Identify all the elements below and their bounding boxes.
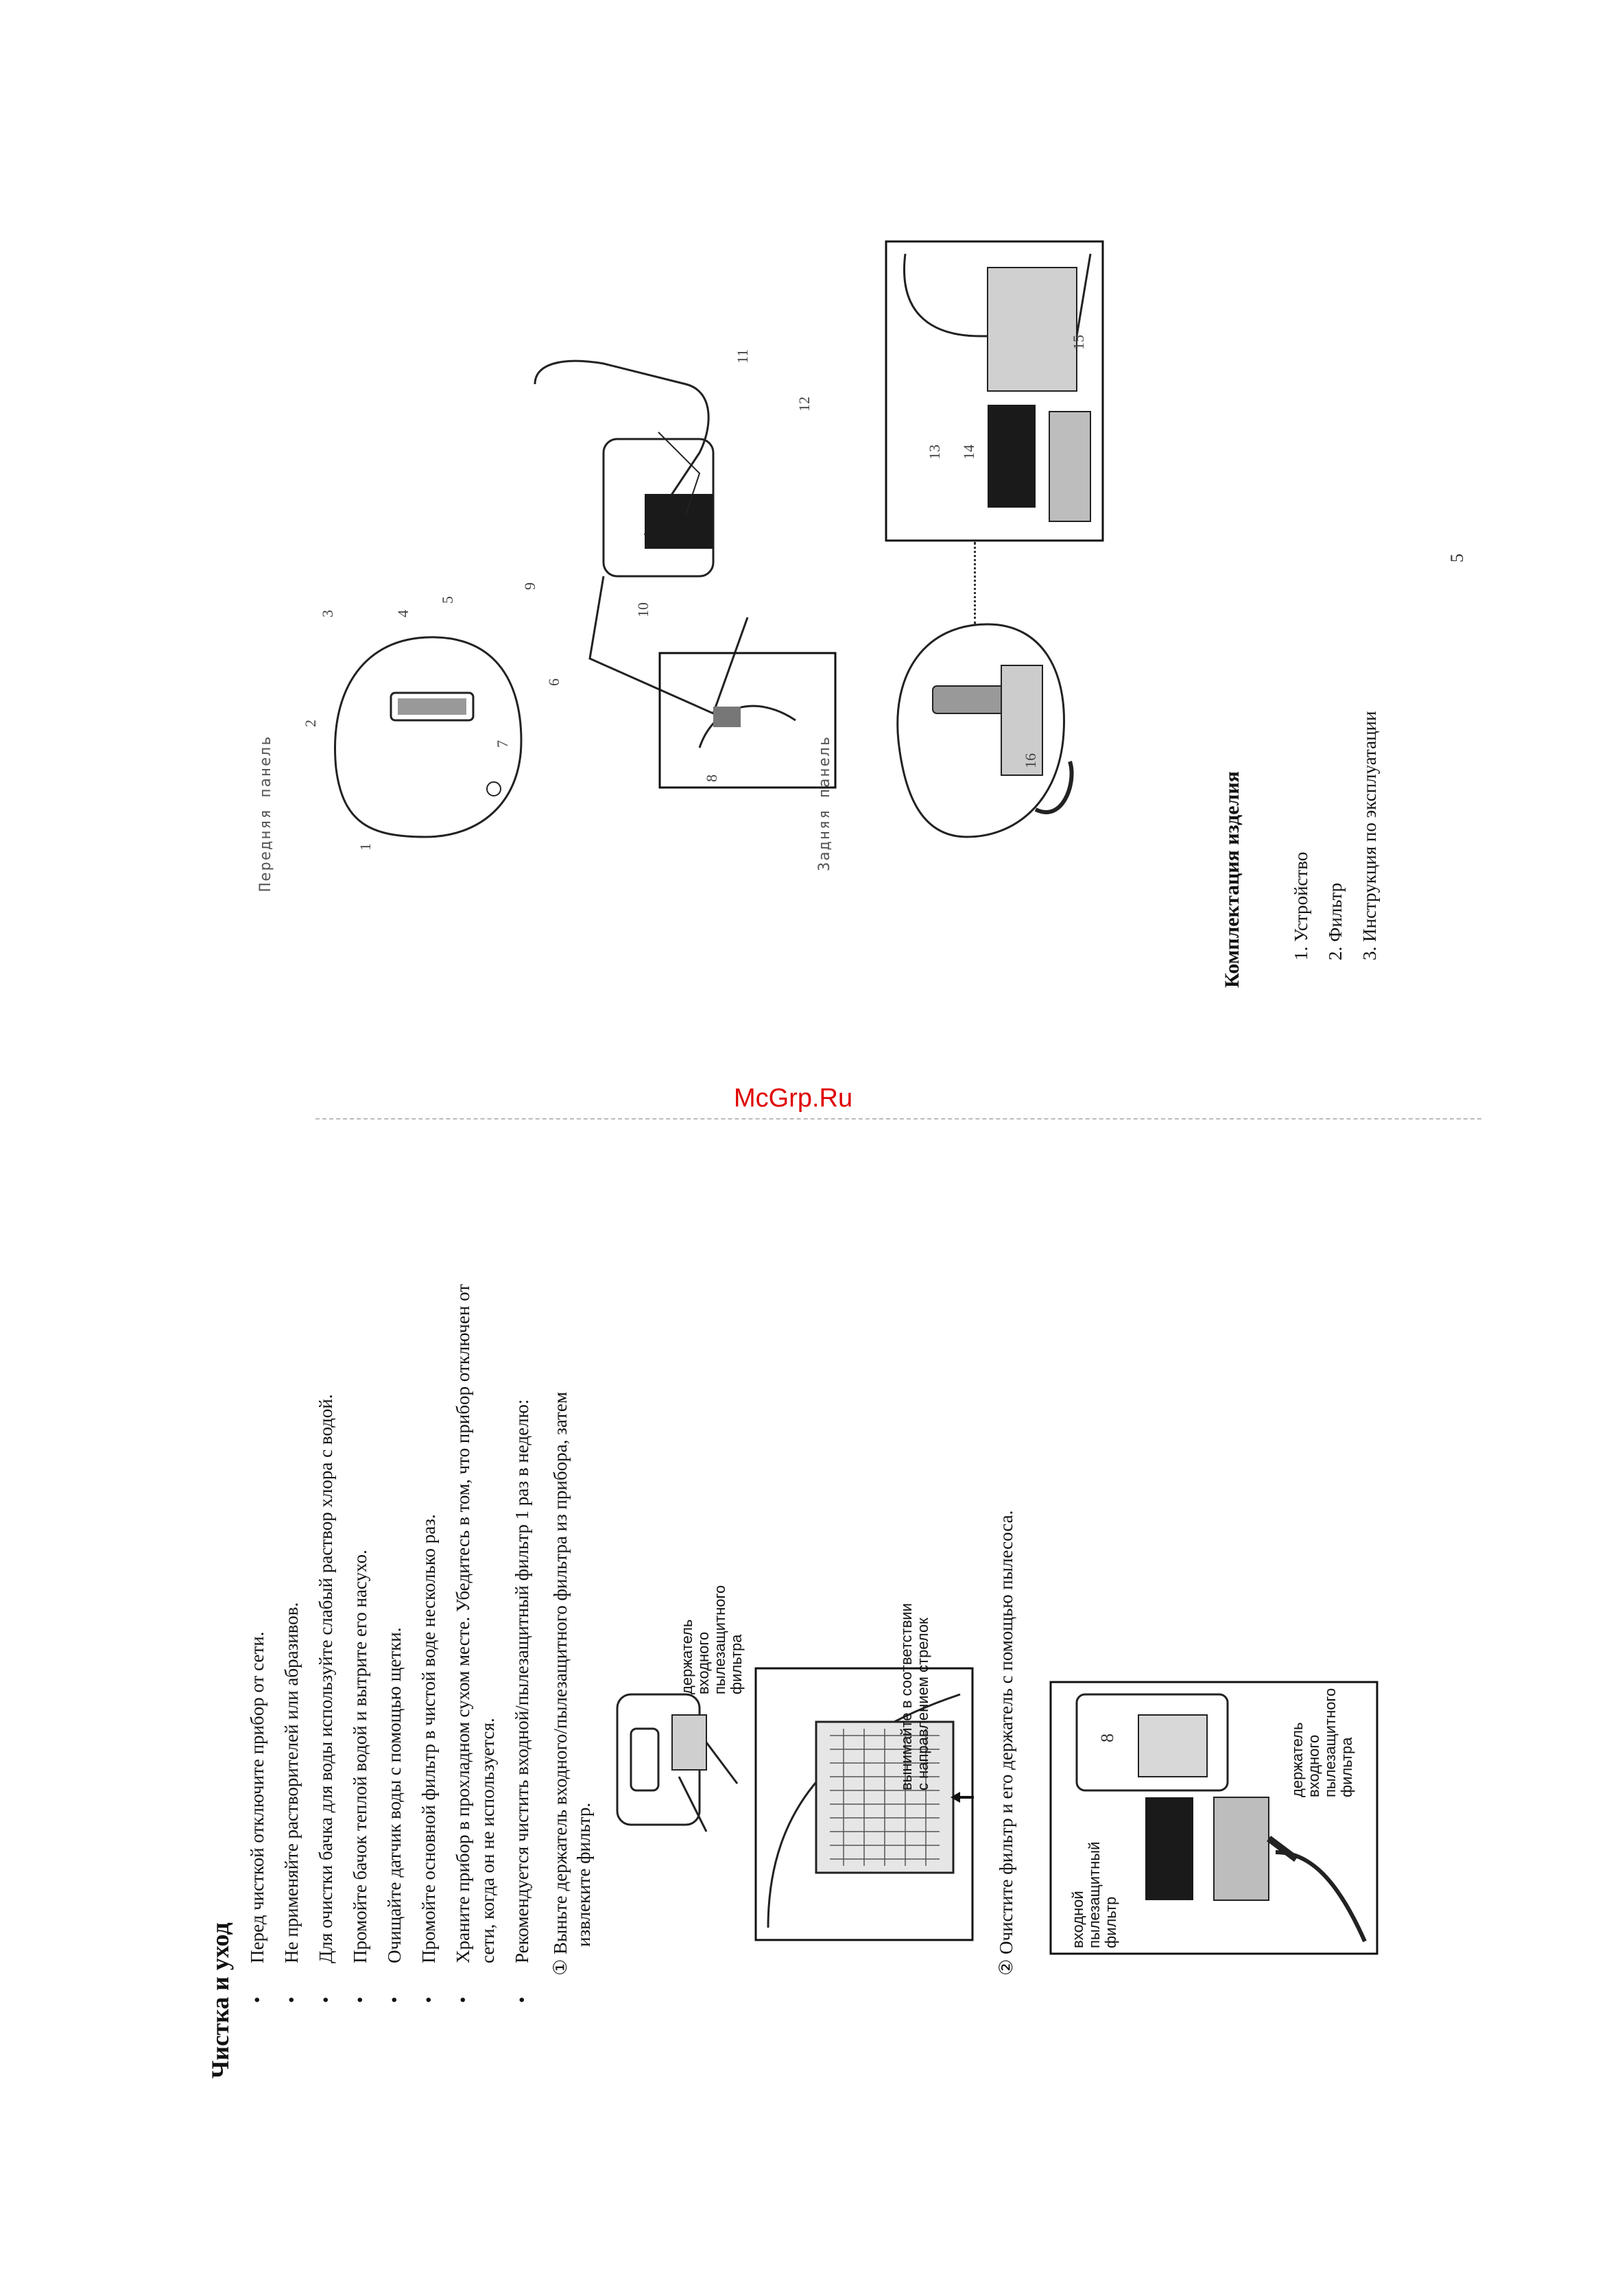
front-panel-device [315, 617, 535, 851]
bullet-item: •Храните прибор в прохладном сухом месте. Убедитесь в том, что прибор отключен от [453, 1283, 473, 2003]
front-panel-label: Передняя панель [257, 735, 274, 892]
bullet-item: •Перед чисткой отключите прибор от сети. [247, 1631, 267, 2003]
bullet-item: •Очищайте датчик воды с помощью щетки. [384, 1627, 405, 2003]
contents-item: 2. Фильтр [1325, 882, 1346, 960]
fold-line [315, 1118, 1481, 1120]
callout-12: 12 [796, 397, 813, 412]
arrow-direction-label: вынимайте в соответствии с направлением стрелок [898, 1603, 931, 1790]
callout-5: 5 [439, 596, 456, 604]
section-title: Чистка и уход [206, 1922, 234, 2079]
callout-6: 6 [545, 678, 562, 686]
callout-14: 14 [960, 445, 977, 460]
contents-title: Комплектация изделия [1221, 771, 1243, 988]
callout-11: 11 [734, 348, 751, 364]
bullet-item: •Промойте бачок теплой водой и вытрите его насухо. [350, 1550, 370, 2003]
bullet-item: •Для очистки бачка для воды используйте слабый раствор хлора с водой. [315, 1394, 336, 2003]
rear-panel-device [871, 604, 1077, 851]
callout-7: 7 [494, 740, 511, 748]
callout-9: 9 [521, 582, 538, 590]
callout-3: 3 [319, 610, 336, 617]
watermark: McGrp.Ru [734, 1084, 853, 1113]
step-2-text: ② Очистите фильтр и его держатель с помощью пылесоса. [996, 1510, 1016, 1976]
dotted-connector [974, 542, 976, 624]
callout-4: 4 [394, 610, 411, 617]
page-number-right: 5 [1447, 554, 1467, 563]
holder-label: держатель входного пылезащитного фильтра [678, 1585, 745, 1694]
contents-item: 1. Устройство [1291, 851, 1311, 960]
bullet-item: •Рекомендуется чистить входной/пылезащитный фильтр 1 раз в неделю: [512, 1399, 532, 2003]
callout-2: 2 [302, 720, 319, 727]
device-holder-sketch [604, 1674, 741, 1845]
callout-16: 16 [1022, 753, 1039, 768]
input-filter-label: входной пылезащитный фильтр [1069, 1841, 1119, 1948]
callout-1: 1 [357, 843, 374, 851]
filter-holder-label: держатель входного пылезащитного фильтра [1289, 1688, 1355, 1797]
callout-15: 15 [1070, 335, 1087, 350]
rear-filter-box [885, 240, 1104, 542]
step-1-text: ① Выньте держатель входного/пылезащитного фильтра из прибора, затем извлеките фильтр. [550, 1392, 594, 1976]
callout-8: 8 [703, 774, 720, 782]
page-number-left: 8 [1097, 1733, 1117, 1742]
bullet-continuation: сети, когда он не используется. [477, 1718, 498, 1963]
filter-removal-figure [754, 1667, 974, 1941]
bullet-item: •Не применяйте растворителей или абразивов. [281, 1602, 302, 2003]
contents-item: 3. Инструкция по эксплуатации [1359, 711, 1380, 960]
rear-panel-label: Задняя панель [816, 735, 833, 871]
bullet-item: •Промойте основной фильтр в чистой воде несколько раз. [418, 1514, 439, 2003]
callout-10: 10 [634, 602, 652, 617]
callout-13: 13 [926, 445, 943, 460]
detail-box [658, 652, 837, 789]
